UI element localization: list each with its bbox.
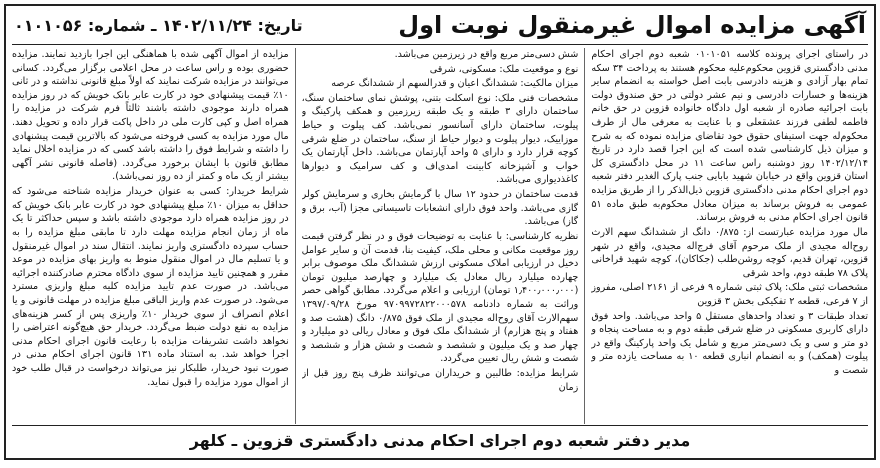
notice-date-number: تاریخ: ۱۴۰۲/۱۱/۲۴ ـ شماره: ۰۱۰۱۰۵۶	[14, 15, 303, 35]
notice-signature: مدیر دفتر شعبه دوم اجرای احکام مدنی دادگستری قزوین ـ کلهر	[12, 425, 868, 454]
notice-columns	[12, 48, 868, 424]
column-divider	[584, 48, 585, 424]
paragraph-building-units: تعداد طبقات ۳ و تعداد واحدهای مستقل ۵ واحد می‌باشد. واحد فوق دارای کاربری مسکونی در ضلع شرقی طبقه دوم و به مساحت پنجاه و دو متر و سی و یک دسی‌متر مربع و شامل یک واحد پارکینگ واقع در پیلوت (همکف) و به انضمام انباری قطعه ۱۰ به مساحت یازده متر و شصت و	[591, 310, 868, 377]
paragraph-technical-specs: مشخصات فنی ملک: نوع اسکلت بتنی، پوشش نمای ساختمان سنگ، ساختمان دارای ۳ طبقه و یک طبقه زیرزمین و همکف پارکینگ و پیلوت، ساختمان دارای آسانسور نمی‌باشد. کف پیلوت و حیاط موزاییک، دیوار پیلوت و دیوار حیاط از سنگ، ساختمان در ضلع شرقی کوچه قرار دارد و دارای ۵ واحد آپارتمان می‌باشد. داخل آپارتمان یک خواب و آشپزخانه کابینت امدی‌اف و کف سرامیک و دیوارها کاغذدیواری می‌باشد.	[301, 92, 579, 186]
paragraph-type-location: نوع و موقعیت ملک: مسکونی، شرقی	[429, 63, 579, 75]
paragraph-expert-opinion: نظریه کارشناسی: با عنایت به توضیحات فوق و در نظر گرفتن قیمت روز موقعیت مکانی و محلی ملک، کیفیت بنا، قدمت آن و سایر عوامل دخیل در ارزیابی املاک مسکونی ارزش ششدانگ ملک موصوف برابر چهارده میلیارد ریال معادل یک میلیارد و چهارصد میلیون تومان (۱٫۴۰۰٫۰۰۰٫۰۰۰ تومان) ارزیابی و اعلام می‌گردد. مطابق گواهی حصر وراثت به شماره دادنامه ۹۷۰۹۹۷۲۸۲۲۰۰۰۵۷۸ مورخ ۱۳۹۷/۰۹/۲۸ سهم‌الارث آقای روح‌اله مجیدی از ملک فوق ۰/۸۷۵ دانگ (هشت صد و هفتاد و پنج هزارم) از ششدانگ ملک فوق و معادل ریالی دو میلیارد و چهار صد و یک میلیون و ششصد و شصت و شش هزار و ششصد و شصت و شش ریال تعیین می‌گردد.	[301, 230, 579, 365]
column-right	[591, 48, 868, 424]
paragraph-registration: مشخصات ثبتی ملک: پلاک ثبتی شماره ۹ فرعی از ۲۱۶۱ اصلی، مفروز از ۷ فرعی، قطعه ۲ تفکیکی بخش ۳ قزوین	[591, 282, 868, 307]
paragraph-visit-rules: مزایده از اموال آگهی شده با هماهنگی این اجرا بازدید نمایند. مزایده حضوری بوده و راس ساعت در محل اعلامی برگزار می‌گردد. کسانی می‌توانند در مزایده شرکت نمایند که اولاً مبلغ قانونی نداشته و در ثانی ۱۰٪ قیمت پیشنهادی خود در کارت عابر بانک خویش که در روز مزایده همراه دارند موجودی داشته باشند ثالثاً فرم شرکت در مزایده را همراه اصل و کپی کارت ملی در داخل پاکت قرار داده و تحویل دهند. مال مورد مزایده به کسی فروخته می‌شود که بالاترین قیمت پیشنهادی را داشته و شرایط فوق را داشته باشد کسی که در مزایده اخلال نماید مطابق قانون با ایشان برخورد می‌گردد. (فاصله قانونی نشر آگهی بیشتر از یک ماه و کمتر از ده روز نمی‌باشد).	[11, 49, 289, 183]
auction-notice	[4, 4, 876, 460]
header-divider	[12, 44, 868, 45]
paragraph-intro: در راستای اجرای پرونده کلاسه ۰۱۰۱۰۵۱ شعبه دوم اجرای احکام مدنی دادگستری قزوین محکوم‌علیه محکوم هستند به پرداخت ۳۴ سکه تمام بهار آزادی و هزینه دادرسی بابت اصل خواسته به انضمام سایر هزینه‌ها و خسارات دادرسی و نیم عشر دولتی در حق صندوق دولت بابت اجرائیه صادره از شعبه اول دادگاه خانواده قزوین در حق خانم فاطمه لطفی فرزند عشقعلی و با عنایت به معرفی مال از طرف محکوم‌له جهت استیفای حقوق خود تقاضای مزایده نموده که به شرح و میزان ذیل کارشناسی شده است که این اجرا قصد دارد در تاریخ ۱۴۰۲/۱۲/۱۴ روز دوشنبه راس ساعت ۱۱ در محل دادگستری کل استان قزوین واقع در خیابان شهید بابایی جنب پارک الغدیر دفتر شعبه دوم اجرای احکام مدنی دادگستری قزوین ذیل‌الذکر را از طریق مزایده عمومی به فروش برساند به میزان معادل محکوم‌به طبق ماده ۵۱ قانون اجرای احکام مدنی به فروش برساند.	[591, 49, 868, 224]
paragraph-ownership: میزان مالکیت: ششدانگ اعیان و قدرالسهم از ششدانگ عرصه	[331, 78, 579, 90]
paragraph-buyer-terms: شرایط خریدار: کسی به عنوان خریدار مزایده شناخته می‌شود که حداقل به میزان ۱۰٪ مبلغ پیشنهادی خود در کارت عابر بانک خویش که در روز مزایده همراه دارد موجودی داشته باشد و سپس حداکثر تا یک ماه از زمان انجام مزایده مهلت دارد تا مابقی مبلغ مزایده را به حساب سپرده دادگستری واریز نمایند. انتقال سند در اموال غیرمنقول و یا تسلیم مال در اموال منقول منوط به واریز بهای مزایده در موعد مقرر و همچنین تایید مزایده از سوی دادگاه محترم صادرکننده اجرائیه می‌باشد. در صورت عدم تایید مزایده کلیه مبلغ واریزی مسترد می‌شود. در صورت عدم واریز الباقی مبلغ مزایده در مهلت قانونی و یا اعلام انصراف از سوی خریدار ۱۰٪ واریزی پس از کسر هزینه‌های مزایده به نفع دولت ضبط می‌گردد. خریدار حق هیچ‌گونه اعتراضی را نخواهد داشت تشریفات مزایده با رعایت قانون اجرای احکام مدنی اجرا خواهد شد. به استناد ماده ۱۳۱ قانون اجرای احکام مدنی در صورت نبود خریدار، طلبکار نیز می‌تواند درخواست در قبال طلب خود از اموال مورد مزایده را قبول نماید.	[11, 186, 289, 388]
column-divider	[295, 48, 296, 424]
notice-header	[14, 10, 866, 40]
column-middle	[302, 48, 579, 424]
paragraph-building-age: قدمت ساختمان در حدود ۱۲ سال با گرمایش بخاری و سرمایش کولر گازی می‌باشد. واحد فوق دارای انشعابات تاسیساتی مجزا (آب، برق و گاز) می‌باشد.	[301, 189, 579, 228]
paragraph-auction-terms: شرایط مزایده: طالبین و خریداران می‌توانند ظرف پنج روز قبل از زمان	[301, 368, 579, 393]
notice-title: آگهی مزایده اموال غیرمنقول نوبت اول	[398, 11, 866, 39]
paragraph-basement: شش دسی‌متر مربع واقع در زیرزمین می‌باشد.	[394, 49, 579, 60]
column-left	[12, 48, 289, 424]
paragraph-property: مال مورد مزایده عبارتست از: ۰/۸۷۵ دانگ از ششدانگ سهم الارث روح‌اله مجیدی از ملک مرحوم آقای فرج‌اله مجیدی، واقع در شهر قزوین، تهران قدیم، کوچه روشن‌طلب (جکاکان)، کوچه شهید قراخانی پلاک ۷۸ طبقه دوم، واحد شرقی	[591, 226, 868, 279]
